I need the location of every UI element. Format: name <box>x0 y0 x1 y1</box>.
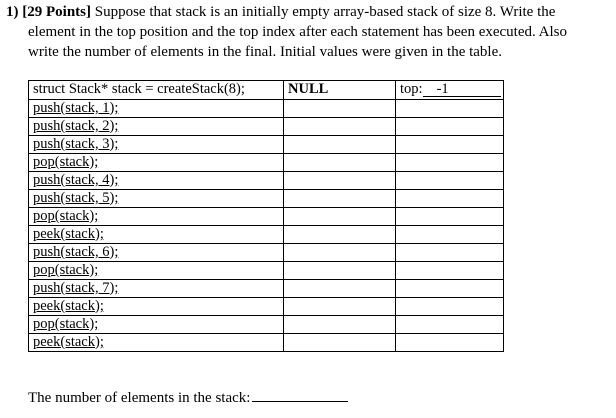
statement-text: push(stack, 4); <box>33 172 119 188</box>
top-index-cell[interactable] <box>396 118 504 136</box>
table-row <box>29 298 504 316</box>
table-row <box>29 244 504 262</box>
statement-cell <box>29 136 284 154</box>
table-row <box>29 280 504 298</box>
header-statement-cell <box>29 81 284 100</box>
question-line-3: write the number of elements in the final. Initial values were given in the table. <box>28 44 503 60</box>
top-element-cell[interactable] <box>284 208 396 226</box>
table-row <box>29 262 504 280</box>
table-row <box>29 208 504 226</box>
statement-text: push(stack, 6); <box>33 244 119 260</box>
question-points: [29 Points] <box>22 4 91 20</box>
table-row <box>29 226 504 244</box>
top-index-cell[interactable] <box>396 136 504 154</box>
element-count-prompt <box>28 387 348 407</box>
question-line-1 <box>6 2 610 22</box>
top-element-cell[interactable] <box>284 226 396 244</box>
statement-cell <box>29 172 284 190</box>
top-index-cell[interactable] <box>396 244 504 262</box>
statement-cell <box>29 316 284 334</box>
statement-text: push(stack, 5); <box>33 190 119 206</box>
statement-cell <box>29 118 284 136</box>
statement-cell <box>29 262 284 280</box>
statement-text: push(stack, 7); <box>33 280 119 296</box>
top-element-cell[interactable] <box>284 136 396 154</box>
top-element-cell[interactable] <box>284 262 396 280</box>
top-element-cell[interactable] <box>284 172 396 190</box>
top-index-value: -1 <box>436 81 449 97</box>
question-text-1: Suppose that stack is an initially empty array-based stack of size 8. Write the <box>94 4 556 20</box>
top-index-cell[interactable] <box>396 280 504 298</box>
top-label: top: <box>400 81 423 97</box>
top-index-cell[interactable] <box>396 154 504 172</box>
statement-cell <box>29 298 284 316</box>
table-row <box>29 172 504 190</box>
statement-text: pop(stack); <box>33 208 99 224</box>
element-count-answer-blank[interactable] <box>252 387 348 402</box>
table-row <box>29 316 504 334</box>
top-element-cell[interactable] <box>284 298 396 316</box>
top-element-cell[interactable] <box>284 280 396 298</box>
statement-text: peek(stack); <box>33 226 104 242</box>
top-index-cell[interactable] <box>396 172 504 190</box>
statement-cell <box>29 226 284 244</box>
top-index-cell[interactable] <box>396 298 504 316</box>
table-row <box>29 334 504 352</box>
statement-cell <box>29 280 284 298</box>
statement-cell <box>29 100 284 118</box>
statement-cell <box>29 244 284 262</box>
statement-cell <box>29 334 284 352</box>
stack-trace-table <box>28 80 504 352</box>
top-index-cell[interactable] <box>396 316 504 334</box>
top-element-cell[interactable] <box>284 190 396 208</box>
question-block <box>6 2 610 62</box>
top-index-cell[interactable] <box>396 100 504 118</box>
top-element-cell[interactable] <box>284 316 396 334</box>
table-row <box>29 190 504 208</box>
header-statement: struct Stack* stack = createStack(8); <box>33 81 245 97</box>
statement-cell <box>29 208 284 226</box>
table-row <box>29 154 504 172</box>
statement-text: peek(stack); <box>33 334 104 350</box>
statement-cell <box>29 190 284 208</box>
question-number: 1) <box>6 4 19 20</box>
top-element-cell[interactable] <box>284 100 396 118</box>
top-index-cell[interactable] <box>396 190 504 208</box>
question-line-2: element in the top position and the top index after each statement has been executed. Also <box>28 24 567 40</box>
statement-text: push(stack, 1); <box>33 100 119 116</box>
statement-text: pop(stack); <box>33 154 99 170</box>
statement-text: peek(stack); <box>33 298 104 314</box>
header-element-cell[interactable] <box>284 81 396 100</box>
top-element-cell[interactable] <box>284 334 396 352</box>
top-index-cell[interactable] <box>396 208 504 226</box>
statement-text: pop(stack); <box>33 316 99 332</box>
top-index-cell[interactable] <box>396 226 504 244</box>
top-index-blank[interactable] <box>423 82 501 97</box>
top-element-cell[interactable] <box>284 118 396 136</box>
table-row <box>29 136 504 154</box>
table-row <box>29 100 504 118</box>
top-element-cell[interactable] <box>284 154 396 172</box>
top-index-cell[interactable] <box>396 262 504 280</box>
statement-text: pop(stack); <box>33 262 99 278</box>
header-element: NULL <box>288 81 329 97</box>
top-index-cell[interactable] <box>396 334 504 352</box>
table-row <box>29 118 504 136</box>
element-count-label: The number of elements in the stack: <box>28 390 251 406</box>
top-element-cell[interactable] <box>284 244 396 262</box>
table-header-row <box>29 81 504 100</box>
statement-text: push(stack, 3); <box>33 136 119 152</box>
statement-text: push(stack, 2); <box>33 118 119 134</box>
statement-cell <box>29 154 284 172</box>
header-top-cell[interactable] <box>396 81 504 100</box>
